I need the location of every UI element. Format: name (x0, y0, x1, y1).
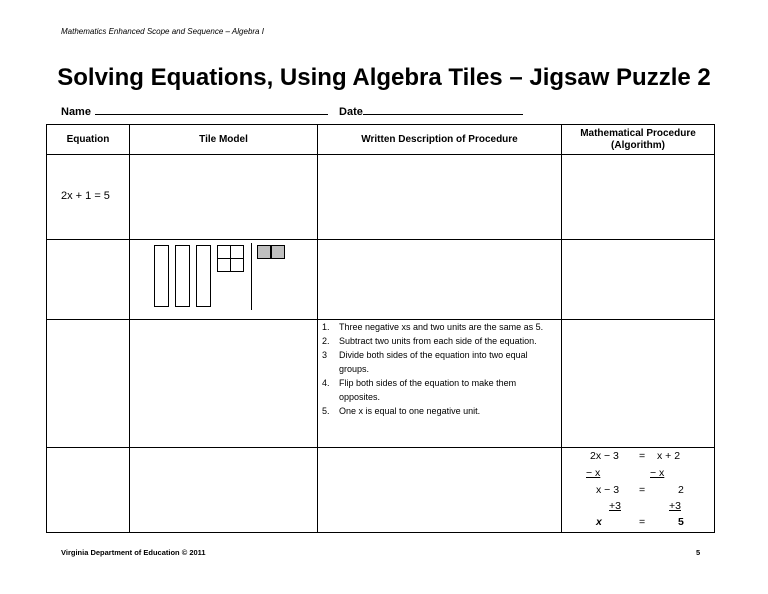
algorithm-cell (562, 155, 715, 240)
description-cell (318, 155, 562, 240)
step-text: Flip both sides of the equation to make them opposites. (339, 378, 517, 402)
table-row (47, 155, 715, 240)
page-number: 5 (696, 548, 701, 557)
name-date-row (61, 103, 523, 118)
alg-line1-right: x + 2 (657, 450, 681, 462)
step-number: 1. (322, 322, 330, 332)
step-text: One x is equal to one negative unit. (339, 406, 481, 416)
algorithm-cell (562, 448, 715, 533)
x-tile (196, 245, 211, 307)
algorithm-steps (562, 448, 714, 532)
unit-tile (217, 245, 231, 259)
footer-copyright: Virginia Department of Education © 2011 (61, 548, 206, 557)
alg-line3-right: 2 (678, 484, 684, 496)
x-tile (154, 245, 169, 307)
equals-divider (251, 243, 252, 310)
step-number: 4. (322, 378, 330, 388)
equation-text: 2x + 1 = 5 (61, 190, 110, 202)
step-text: Subtract two units from each side of the equation. (339, 336, 537, 346)
unit-tile (230, 258, 244, 272)
alg-line3-left: x − 3 (596, 484, 620, 496)
alg-line3-equals: = (639, 484, 646, 496)
equation-cell (47, 155, 130, 240)
name-label: Name (61, 106, 91, 118)
list-item (322, 348, 555, 376)
alg-line1-equals: = (639, 450, 646, 462)
equation-cell (47, 320, 130, 448)
unit-tile (217, 258, 231, 272)
step-number: 2. (322, 336, 330, 346)
tile-model-cell (130, 240, 318, 320)
algorithm-cell (562, 320, 715, 448)
header-note: Mathematics Enhanced Scope and Sequence – Algebra I (61, 27, 264, 36)
jigsaw-table (46, 124, 715, 533)
table-row (47, 448, 715, 533)
alg-line2-right: − x (650, 467, 665, 479)
equation-cell (47, 448, 130, 533)
alg-line5-equals: = (639, 516, 646, 528)
table-row (47, 240, 715, 320)
description-cell (318, 448, 562, 533)
page-title: Solving Equations, Using Algebra Tiles – Jigsaw Puzzle 2 (57, 64, 711, 91)
alg-line2-left: − x (586, 467, 601, 479)
header-mathematical-procedure: Mathematical Procedure (Algorithm) (562, 125, 715, 155)
description-cell (318, 320, 562, 448)
alg-line5-right: 5 (678, 516, 684, 528)
equation-cell (47, 240, 130, 320)
alg-line4-left: +3 (609, 500, 621, 512)
unit-tile (230, 245, 244, 259)
x-tile (175, 245, 190, 307)
negative-unit-tile (257, 245, 271, 259)
algorithm-cell (562, 240, 715, 320)
alg-line1-left: 2x − 3 (590, 450, 619, 462)
list-item (322, 404, 555, 418)
name-field-line[interactable] (95, 103, 328, 115)
list-item (322, 376, 555, 404)
negative-unit-tile (271, 245, 285, 259)
step-text: Three negative xs and two units are the same as 5. (339, 322, 544, 332)
header-tile-model: Tile Model (130, 125, 318, 155)
date-label: Date (339, 106, 363, 118)
description-cell (318, 240, 562, 320)
step-number: 5. (322, 406, 330, 416)
step-text: Divide both sides of the equation into two equal groups. (339, 350, 528, 374)
alg-line4-right: +3 (669, 500, 681, 512)
tile-model-cell (130, 155, 318, 240)
alg-line5-left: x (596, 516, 602, 528)
header-equation: Equation (47, 125, 130, 155)
procedure-steps (318, 320, 561, 418)
date-field-line[interactable] (363, 103, 523, 115)
table-row (47, 320, 715, 448)
header-written-description: Written Description of Procedure (318, 125, 562, 155)
tile-model-cell (130, 448, 318, 533)
step-number: 3 (322, 350, 328, 360)
algebra-tiles-model (130, 240, 317, 318)
list-item (322, 334, 555, 348)
tile-model-cell (130, 320, 318, 448)
list-item (322, 320, 555, 334)
